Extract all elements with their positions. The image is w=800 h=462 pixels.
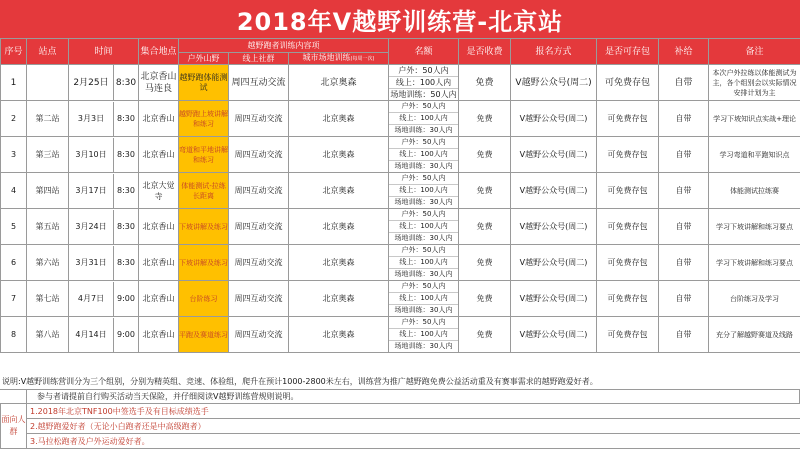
cell-outdoor: 下坡讲解及练习 [179, 209, 229, 245]
quota-line: 户外：50人内 [389, 317, 458, 329]
cell-remark: 学习弯道和平跑知识点 [709, 137, 800, 173]
cell-station: 第六站 [27, 245, 69, 281]
cell-datetime [69, 281, 139, 317]
quota-line: 线上：100人内 [389, 221, 458, 233]
quota-line: 户外：50人内 [389, 101, 458, 113]
col-header-quota: 名额 [389, 39, 459, 65]
cell-supply: 自带 [659, 281, 709, 317]
cell-fee: 免费 [459, 209, 511, 245]
audience-table [0, 403, 800, 449]
cell-no: 4 [1, 173, 27, 209]
cell-datetime [69, 65, 139, 101]
table-row [1, 245, 800, 281]
cell-station [27, 65, 69, 101]
col-header-station: 站点 [27, 39, 69, 65]
schedule-table [0, 38, 800, 353]
col-header-city [289, 53, 389, 65]
table-row [1, 65, 800, 101]
cell-datetime [69, 317, 139, 353]
cell-station: 第八站 [27, 317, 69, 353]
audience-item: 1.2018年北京TNF100中签选手及有目标成绩选手 [27, 404, 800, 419]
cell-location: 北京香山 [139, 209, 179, 245]
cell-signup: V越野公众号(周二) [511, 173, 597, 209]
audience-label: 面向人群 [1, 404, 27, 449]
quota-line: 户外：50人内 [389, 173, 458, 185]
col-header-remark: 备注 [709, 39, 800, 65]
cell-date: 2月25日 [69, 65, 114, 100]
col-header-city-label: 城市场地训练 [302, 53, 351, 62]
cell-fee: 免费 [459, 137, 511, 173]
quota-line: 线上：100人内 [389, 329, 458, 341]
col-header-city-suffix: (每周一次) [350, 56, 375, 62]
cell-outdoor: 体能测试-拉练长距离 [179, 173, 229, 209]
cell-remark: 充分了解越野赛道及线路 [709, 317, 800, 353]
col-header-time: 时间 [69, 39, 139, 65]
cell-signup: V越野公众号(周二) [511, 65, 597, 101]
cell-remark: 体能测试拉练赛 [709, 173, 800, 209]
cell-station: 第七站 [27, 281, 69, 317]
cell-signup: V越野公众号(周二) [511, 317, 597, 353]
cell-city: 北京奥森 [289, 65, 389, 101]
cell-location: 北京香山 [139, 281, 179, 317]
cell-city: 北京奥森 [289, 173, 389, 209]
quota-line: 线上：100人内 [389, 113, 458, 125]
col-header-no: 序号 [1, 39, 27, 65]
cell-quota [389, 65, 459, 101]
cell-station: 第三站 [27, 137, 69, 173]
cell-time: 8:30 [117, 186, 135, 195]
cell-bag: 可免费存包 [597, 65, 659, 101]
cell-time: 8:30 [117, 114, 135, 123]
quota-line: 线上：100人内 [389, 149, 458, 161]
col-header-fee: 是否收费 [459, 39, 511, 65]
col-header-online: 线上社群 [229, 53, 289, 65]
cell-outdoor: 越野跑上坡讲解和练习 [179, 101, 229, 137]
quota-line: 户外：50人内 [389, 65, 458, 77]
cell-online: 周四互动交流 [229, 65, 289, 101]
header-row [1, 39, 800, 53]
cell-online: 周四互动交流 [229, 317, 289, 353]
cell-time: 8:30 [117, 150, 135, 159]
cell-station: 第二站 [27, 101, 69, 137]
quota-line: 场地训练：30人内 [394, 126, 453, 134]
cell-quota [389, 101, 459, 137]
cell-city: 北京奥森 [289, 317, 389, 353]
cell-remark: 本次户外拉练以体能测试为主，各个组别会以实际情况安排计划为主 [709, 65, 800, 101]
quota-line: 场地训练：30人内 [394, 234, 453, 242]
cell-city: 北京奥森 [289, 281, 389, 317]
cell-date: 4月7日 [69, 282, 114, 316]
cell-online: 周四互动交流 [229, 245, 289, 281]
schedule-rows [1, 65, 800, 353]
cell-bag: 可免费存包 [597, 209, 659, 245]
page-title: 2018年V越野训练营-北京站 [236, 7, 564, 36]
cell-supply: 自带 [659, 209, 709, 245]
cell-time: 8:30 [117, 258, 135, 267]
cell-quota [389, 317, 459, 353]
cell-fee: 免费 [459, 101, 511, 137]
cell-no: 6 [1, 245, 27, 281]
cell-online: 周四互动交流 [229, 281, 289, 317]
cell-date: 4月14日 [69, 318, 114, 352]
audience-item: 2.越野跑爱好者（无论小白跑者还是中高级跑者） [27, 419, 800, 434]
col-header-outdoor: 户外山野 [179, 53, 229, 65]
quota-line: 户外：50人内 [389, 281, 458, 293]
table-row [1, 173, 800, 209]
cell-outdoor: 弯道和平地讲解和练习 [179, 137, 229, 173]
cell-quota [389, 281, 459, 317]
cell-supply: 自带 [659, 65, 709, 101]
col-header-content-group: 越野跑者训练内容项 [179, 39, 389, 53]
cell-city: 北京奥森 [289, 101, 389, 137]
cell-date: 3月17日 [69, 174, 114, 208]
cell-bag: 可免费存包 [597, 137, 659, 173]
cell-fee: 免费 [459, 317, 511, 353]
cell-city: 北京奥森 [289, 209, 389, 245]
cell-outdoor: 台阶练习 [179, 281, 229, 317]
cell-date: 3月31日 [69, 246, 114, 280]
cell-datetime [69, 101, 139, 137]
cell-quota [389, 137, 459, 173]
cell-signup: V越野公众号(周二) [511, 245, 597, 281]
col-header-supply: 补给 [659, 39, 709, 65]
insurance-note: 参与者请提前自行购买活动当天保险，并仔细阅读V越野训练营规则说明。 [26, 390, 800, 403]
table-row [1, 101, 800, 137]
cell-online: 周四互动交流 [229, 209, 289, 245]
cell-supply: 自带 [659, 137, 709, 173]
cell-fee: 免费 [459, 245, 511, 281]
cell-quota [389, 245, 459, 281]
cell-outdoor: 下坡讲解及练习 [179, 245, 229, 281]
quota-line: 场地训练：30人内 [394, 198, 453, 206]
cell-online: 周四互动交流 [229, 101, 289, 137]
cell-fee: 免费 [459, 65, 511, 101]
cell-time: 9:00 [117, 294, 135, 303]
cell-signup: V越野公众号(周二) [511, 209, 597, 245]
audience-item: 3.马拉松跑者及户外运动爱好者。 [27, 434, 800, 449]
cell-city: 北京奥森 [289, 137, 389, 173]
quota-line: 场地训练：50人内 [390, 90, 457, 99]
title-banner [0, 0, 800, 38]
cell-bag: 可免费存包 [597, 101, 659, 137]
table-row [1, 317, 800, 353]
quota-line: 户外：50人内 [389, 137, 458, 149]
cell-outdoor: 越野跑体能测试 [179, 65, 229, 101]
cell-remark: 学习下坡讲解和练习要点 [709, 245, 800, 281]
cell-no: 5 [1, 209, 27, 245]
cell-supply: 自带 [659, 245, 709, 281]
cell-time: 9:00 [117, 330, 135, 339]
col-header-signup: 报名方式 [511, 39, 597, 65]
quota-line: 场地训练：30人内 [394, 162, 453, 170]
cell-datetime [69, 245, 139, 281]
quota-line: 户外：50人内 [389, 209, 458, 221]
cell-supply: 自带 [659, 317, 709, 353]
cell-station: 第五站 [27, 209, 69, 245]
cell-bag: 可免费存包 [597, 281, 659, 317]
cell-location: 北京香山 [139, 317, 179, 353]
cell-remark: 学习下坡知识点实战+理论 [709, 101, 800, 137]
cell-date: 3月24日 [69, 210, 114, 244]
table-row [1, 137, 800, 173]
cell-remark: 台阶练习及学习 [709, 281, 800, 317]
cell-location: 北京香山 [139, 101, 179, 137]
cell-supply: 自带 [659, 101, 709, 137]
cell-quota [389, 209, 459, 245]
quota-line: 场地训练：30人内 [394, 342, 453, 350]
cell-online: 周四互动交流 [229, 173, 289, 209]
cell-no: 7 [1, 281, 27, 317]
cell-date: 3月3日 [69, 102, 114, 136]
quota-line: 线上：100人内 [389, 185, 458, 197]
quota-line: 户外：50人内 [389, 245, 458, 257]
cell-quota [389, 173, 459, 209]
cell-location: 北京香山 [139, 137, 179, 173]
quota-line: 线上：100人内 [389, 293, 458, 305]
table-row [1, 209, 800, 245]
cell-datetime [69, 137, 139, 173]
quota-line: 线上：100人内 [389, 77, 458, 89]
description-note: 说明:V越野训练营训分为三个组别，分别为精英组、竞速、体验组，爬升在预计1000-2800米左右，训练营为推广越野跑免费公益活动重及有赛事需求的越野跑爱好者。 [0, 373, 800, 390]
cell-fee: 免费 [459, 281, 511, 317]
cell-remark: 学习下坡讲解和练习要点 [709, 209, 800, 245]
cell-station: 第四站 [27, 173, 69, 209]
quota-line: 线上：100人内 [389, 257, 458, 269]
table-row [1, 281, 800, 317]
cell-no: 8 [1, 317, 27, 353]
cell-bag: 可免费存包 [597, 245, 659, 281]
cell-time: 8:30 [117, 222, 135, 231]
quota-line: 场地训练：30人内 [394, 306, 453, 314]
col-header-location: 集合地点 [139, 39, 179, 65]
cell-bag: 可免费存包 [597, 317, 659, 353]
cell-location: 北京香山 [139, 245, 179, 281]
cell-datetime [69, 173, 139, 209]
cell-fee: 免费 [459, 173, 511, 209]
cell-location: 北京香山 马连良 [139, 65, 179, 101]
cell-datetime [69, 209, 139, 245]
col-header-bag: 是否可存包 [597, 39, 659, 65]
cell-city: 北京奥森 [289, 245, 389, 281]
cell-date: 3月10日 [69, 138, 114, 172]
cell-signup: V越野公众号(周二) [511, 281, 597, 317]
cell-location: 北京大觉寺 [139, 173, 179, 209]
cell-no: 3 [1, 137, 27, 173]
cell-outdoor: 平跑及赛道练习 [179, 317, 229, 353]
cell-time: 8:30 [115, 77, 137, 88]
cell-signup: V越野公众号(周二) [511, 137, 597, 173]
quota-line: 场地训练：30人内 [394, 270, 453, 278]
cell-online: 周四互动交流 [229, 137, 289, 173]
cell-signup: V越野公众号(周二) [511, 101, 597, 137]
cell-no: 2 [1, 101, 27, 137]
cell-no: 1 [1, 65, 27, 101]
cell-supply: 自带 [659, 173, 709, 209]
cell-bag: 可免费存包 [597, 173, 659, 209]
